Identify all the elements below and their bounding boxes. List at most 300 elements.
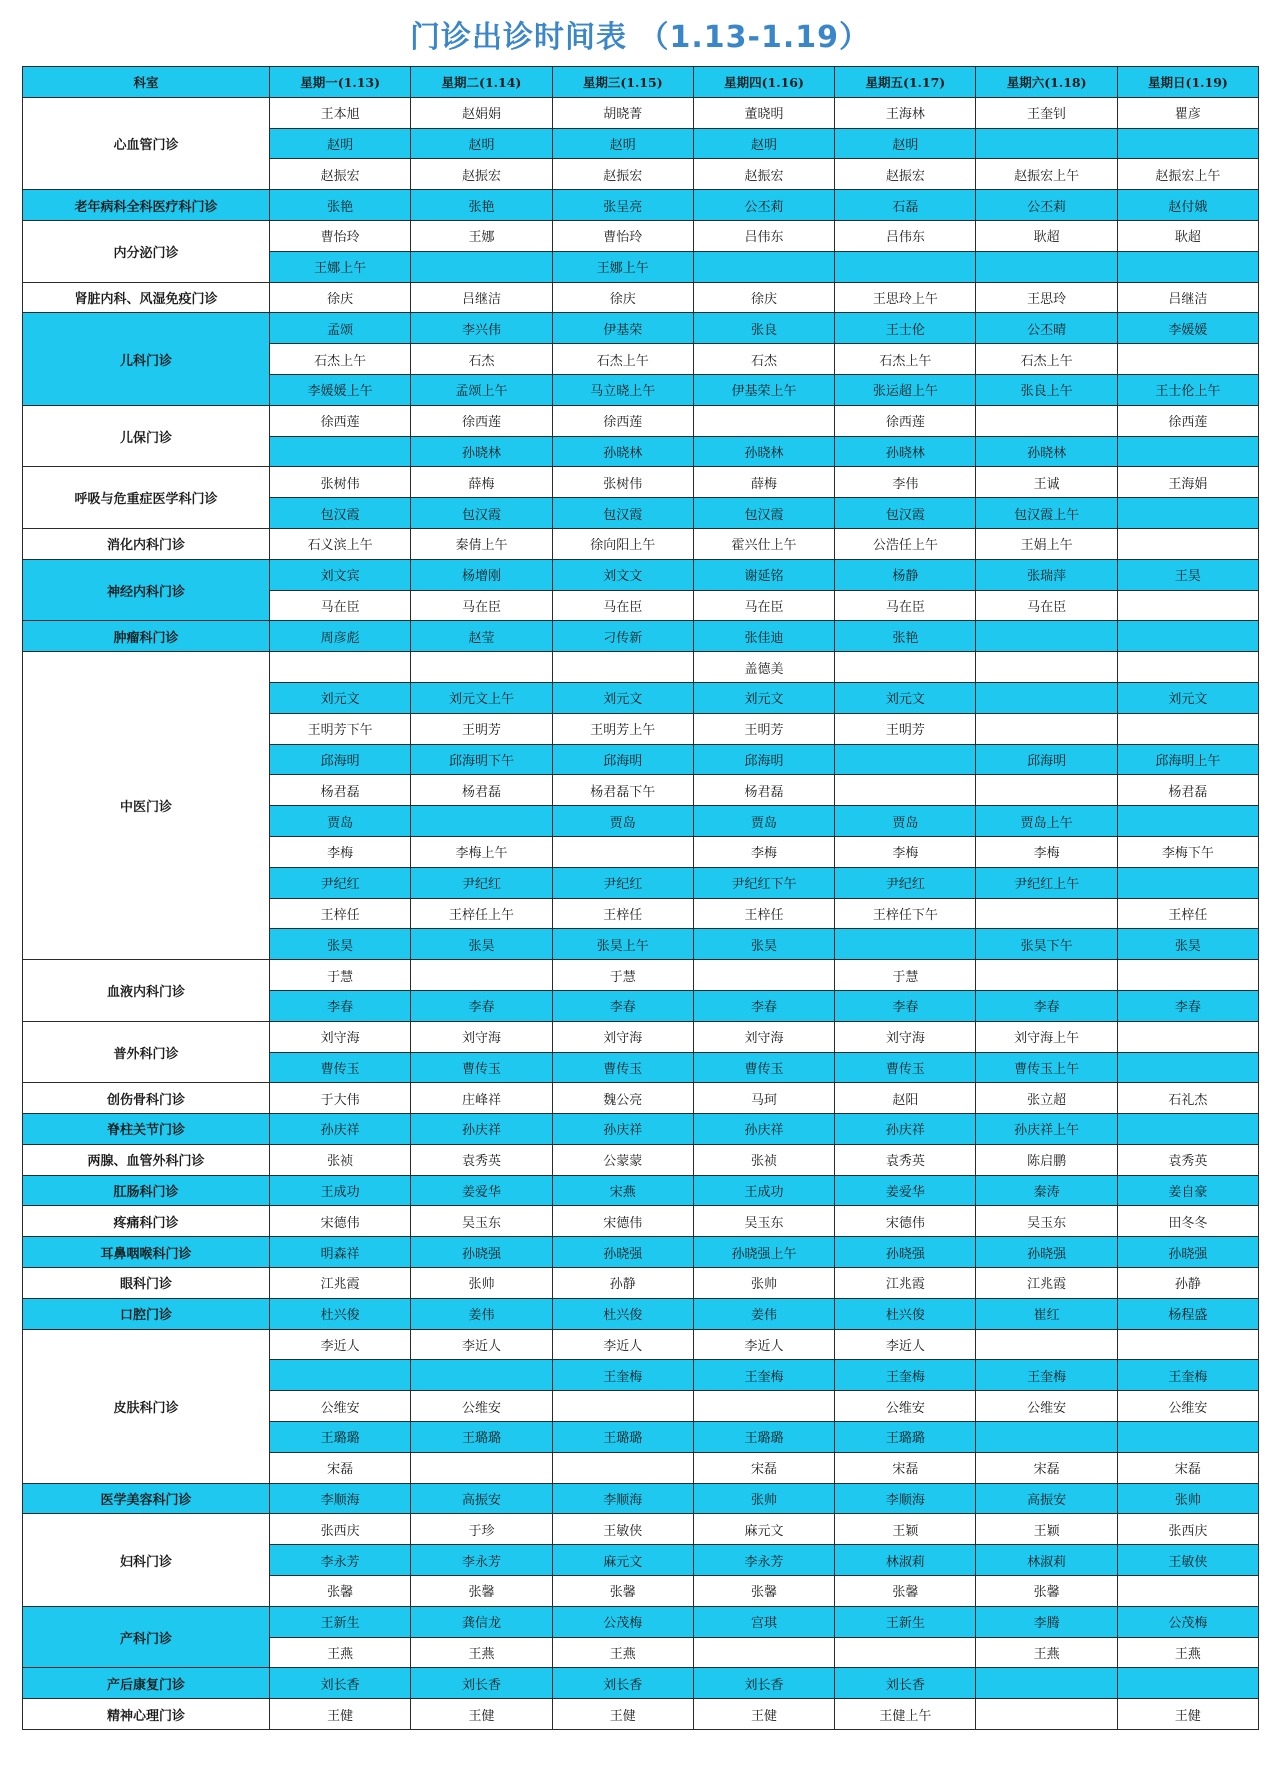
schedule-cell: 江兆霞 xyxy=(270,1268,411,1299)
schedule-cell xyxy=(552,836,693,867)
schedule-cell: 孙庆祥 xyxy=(411,1114,552,1145)
schedule-cell: 邱海明 xyxy=(976,744,1117,775)
schedule-cell: 邱海明 xyxy=(693,744,834,775)
schedule-cell: 赵振宏 xyxy=(693,159,834,190)
schedule-cell: 王梓任下午 xyxy=(835,898,976,929)
schedule-table xyxy=(22,66,1259,1730)
table-row xyxy=(23,1699,1259,1730)
schedule-cell: 张佳迪 xyxy=(693,621,834,652)
schedule-cell: 刘长香 xyxy=(552,1668,693,1699)
schedule-cell: 尹纪红 xyxy=(835,867,976,898)
schedule-cell: 王璐璐 xyxy=(270,1422,411,1453)
schedule-cell xyxy=(693,405,834,436)
schedule-cell xyxy=(976,1699,1117,1730)
schedule-cell: 麻元文 xyxy=(552,1545,693,1576)
schedule-cell: 王诚 xyxy=(976,467,1117,498)
department-name: 耳鼻咽喉科门诊 xyxy=(23,1237,270,1268)
schedule-cell: 宋磊 xyxy=(1117,1452,1258,1483)
schedule-cell: 明森祥 xyxy=(270,1237,411,1268)
schedule-cell xyxy=(1117,1576,1258,1607)
schedule-cell: 王娜 xyxy=(411,220,552,251)
schedule-cell: 公茂梅 xyxy=(552,1606,693,1637)
schedule-cell: 尹纪红 xyxy=(270,867,411,898)
header-cell-sat: 星期六(1.18) xyxy=(976,67,1117,98)
schedule-cell xyxy=(976,1668,1117,1699)
schedule-cell: 盖德美 xyxy=(693,652,834,683)
header-cell-mon: 星期一(1.13) xyxy=(270,67,411,98)
schedule-cell: 刘文宾 xyxy=(270,559,411,590)
schedule-cell: 李梅 xyxy=(693,836,834,867)
schedule-cell: 李梅 xyxy=(835,836,976,867)
schedule-cell: 崔红 xyxy=(976,1298,1117,1329)
schedule-cell: 吕继洁 xyxy=(1117,282,1258,313)
schedule-cell: 袁秀英 xyxy=(1117,1144,1258,1175)
schedule-cell: 孙晓林 xyxy=(693,436,834,467)
schedule-cell: 公丕莉 xyxy=(693,190,834,221)
schedule-cell: 龚信龙 xyxy=(411,1606,552,1637)
schedule-cell: 徐庆 xyxy=(693,282,834,313)
schedule-cell: 李春 xyxy=(1117,990,1258,1021)
schedule-cell: 王健 xyxy=(411,1699,552,1730)
schedule-cell xyxy=(1117,251,1258,282)
schedule-cell xyxy=(1117,1021,1258,1052)
schedule-cell: 刘文文 xyxy=(552,559,693,590)
schedule-cell: 王璐璐 xyxy=(835,1422,976,1453)
schedule-cell: 杨程盛 xyxy=(1117,1298,1258,1329)
schedule-cell: 公维安 xyxy=(976,1391,1117,1422)
table-row xyxy=(23,1237,1259,1268)
schedule-cell: 孟颂 xyxy=(270,313,411,344)
schedule-cell: 孙庆祥上午 xyxy=(976,1114,1117,1145)
schedule-cell: 秦倩上午 xyxy=(411,528,552,559)
schedule-cell: 赵振宏上午 xyxy=(1117,159,1258,190)
schedule-cell: 王梓任 xyxy=(270,898,411,929)
table-row xyxy=(23,1298,1259,1329)
schedule-cell: 张帅 xyxy=(693,1268,834,1299)
schedule-cell: 石礼杰 xyxy=(1117,1083,1258,1114)
department-name: 妇科门诊 xyxy=(23,1514,270,1606)
schedule-cell xyxy=(411,960,552,991)
schedule-cell: 张祯 xyxy=(270,1144,411,1175)
schedule-cell: 胡晓菁 xyxy=(552,97,693,128)
table-row xyxy=(23,1606,1259,1637)
schedule-cell: 张昊上午 xyxy=(552,929,693,960)
schedule-cell xyxy=(976,682,1117,713)
schedule-cell: 王奎梅 xyxy=(693,1360,834,1391)
schedule-cell: 李春 xyxy=(270,990,411,1021)
schedule-cell xyxy=(976,128,1117,159)
schedule-cell: 徐向阳上午 xyxy=(552,528,693,559)
schedule-cell: 孙庆祥 xyxy=(835,1114,976,1145)
schedule-cell xyxy=(1117,867,1258,898)
schedule-cell xyxy=(411,1452,552,1483)
schedule-cell: 马在臣 xyxy=(976,590,1117,621)
schedule-cell: 公维安 xyxy=(411,1391,552,1422)
schedule-cell: 张馨 xyxy=(270,1576,411,1607)
schedule-cell xyxy=(693,1637,834,1668)
schedule-cell: 曹怡玲 xyxy=(552,220,693,251)
schedule-cell: 宋磊 xyxy=(693,1452,834,1483)
schedule-cell: 孙晓林 xyxy=(976,436,1117,467)
schedule-cell: 包汉霞 xyxy=(411,498,552,529)
schedule-cell: 王敏侠 xyxy=(1117,1545,1258,1576)
schedule-cell: 孙静 xyxy=(552,1268,693,1299)
schedule-cell: 张艳 xyxy=(835,621,976,652)
schedule-cell: 宋磊 xyxy=(976,1452,1117,1483)
schedule-cell: 尹纪红 xyxy=(552,867,693,898)
schedule-cell xyxy=(1117,528,1258,559)
schedule-cell: 尹纪红 xyxy=(411,867,552,898)
schedule-cell xyxy=(411,652,552,683)
schedule-cell: 张呈亮 xyxy=(552,190,693,221)
schedule-cell: 王燕 xyxy=(976,1637,1117,1668)
department-name: 血液内科门诊 xyxy=(23,960,270,1022)
schedule-cell: 王璐璐 xyxy=(552,1422,693,1453)
schedule-cell: 孙静 xyxy=(1117,1268,1258,1299)
schedule-cell: 李媛媛上午 xyxy=(270,374,411,405)
schedule-cell: 吕继洁 xyxy=(411,282,552,313)
schedule-cell xyxy=(1117,621,1258,652)
schedule-cell: 王娟上午 xyxy=(976,528,1117,559)
schedule-cell: 高振安 xyxy=(411,1483,552,1514)
schedule-cell: 赵明 xyxy=(270,128,411,159)
schedule-cell xyxy=(1117,128,1258,159)
schedule-cell: 孙庆祥 xyxy=(693,1114,834,1145)
department-name: 消化内科门诊 xyxy=(23,528,270,559)
schedule-cell: 李永芳 xyxy=(411,1545,552,1576)
schedule-cell: 贾岛 xyxy=(270,806,411,837)
department-name: 眼科门诊 xyxy=(23,1268,270,1299)
department-name: 产科门诊 xyxy=(23,1606,270,1668)
table-row xyxy=(23,1083,1259,1114)
schedule-cell xyxy=(976,775,1117,806)
schedule-cell: 徐西莲 xyxy=(270,405,411,436)
schedule-cell: 石杰 xyxy=(693,344,834,375)
schedule-cell: 赵阳 xyxy=(835,1083,976,1114)
schedule-cell: 孙晓强 xyxy=(411,1237,552,1268)
schedule-cell: 石磊 xyxy=(835,190,976,221)
schedule-cell xyxy=(835,744,976,775)
schedule-cell: 马在臣 xyxy=(835,590,976,621)
schedule-cell: 石杰上午 xyxy=(552,344,693,375)
schedule-cell: 王璐璐 xyxy=(693,1422,834,1453)
schedule-body xyxy=(23,97,1259,1729)
schedule-cell: 耿超 xyxy=(976,220,1117,251)
schedule-cell xyxy=(976,1329,1117,1360)
schedule-cell: 李春 xyxy=(976,990,1117,1021)
schedule-cell: 孙晓林 xyxy=(835,436,976,467)
schedule-cell: 张树伟 xyxy=(270,467,411,498)
schedule-cell: 刘元文 xyxy=(693,682,834,713)
schedule-cell: 董晓明 xyxy=(693,97,834,128)
schedule-cell: 徐西莲 xyxy=(835,405,976,436)
schedule-cell: 宋德伟 xyxy=(552,1206,693,1237)
schedule-cell: 王思玲上午 xyxy=(835,282,976,313)
schedule-cell: 王明芳 xyxy=(835,713,976,744)
schedule-cell: 包汉霞上午 xyxy=(976,498,1117,529)
schedule-cell: 姜爱华 xyxy=(835,1175,976,1206)
schedule-cell xyxy=(270,436,411,467)
schedule-cell: 马在臣 xyxy=(411,590,552,621)
schedule-cell: 李近人 xyxy=(411,1329,552,1360)
schedule-cell: 伊基荣 xyxy=(552,313,693,344)
schedule-cell: 张馨 xyxy=(835,1576,976,1607)
schedule-cell: 马在臣 xyxy=(270,590,411,621)
schedule-cell xyxy=(1117,436,1258,467)
department-name: 老年病科全科医疗科门诊 xyxy=(23,190,270,221)
schedule-cell: 耿超 xyxy=(1117,220,1258,251)
schedule-cell: 张帅 xyxy=(1117,1483,1258,1514)
schedule-cell: 吴玉东 xyxy=(976,1206,1117,1237)
schedule-cell: 于慧 xyxy=(270,960,411,991)
schedule-cell: 马在臣 xyxy=(552,590,693,621)
table-row xyxy=(23,621,1259,652)
schedule-cell: 王士伦上午 xyxy=(1117,374,1258,405)
schedule-cell: 李顺海 xyxy=(270,1483,411,1514)
schedule-cell: 赵明 xyxy=(693,128,834,159)
schedule-cell: 马在臣 xyxy=(693,590,834,621)
schedule-cell: 孙晓强 xyxy=(976,1237,1117,1268)
schedule-cell xyxy=(835,775,976,806)
schedule-cell: 刘长香 xyxy=(411,1668,552,1699)
schedule-cell xyxy=(1117,806,1258,837)
schedule-cell xyxy=(976,1422,1117,1453)
table-row xyxy=(23,313,1259,344)
schedule-cell xyxy=(1117,652,1258,683)
schedule-cell: 张瑞萍 xyxy=(976,559,1117,590)
schedule-cell: 麻元文 xyxy=(693,1514,834,1545)
department-name: 肛肠科门诊 xyxy=(23,1175,270,1206)
schedule-cell: 徐西莲 xyxy=(552,405,693,436)
department-name: 皮肤科门诊 xyxy=(23,1329,270,1483)
schedule-cell: 张艳 xyxy=(270,190,411,221)
schedule-cell: 徐庆 xyxy=(552,282,693,313)
schedule-cell: 杨君磊下午 xyxy=(552,775,693,806)
schedule-cell xyxy=(552,652,693,683)
schedule-cell: 杨君磊 xyxy=(693,775,834,806)
schedule-cell: 李近人 xyxy=(693,1329,834,1360)
department-name: 疼痛科门诊 xyxy=(23,1206,270,1237)
schedule-cell: 徐西莲 xyxy=(1117,405,1258,436)
schedule-cell: 马珂 xyxy=(693,1083,834,1114)
schedule-cell xyxy=(411,1360,552,1391)
table-row xyxy=(23,190,1259,221)
schedule-cell: 赵娟娟 xyxy=(411,97,552,128)
schedule-cell: 赵莹 xyxy=(411,621,552,652)
schedule-cell: 张昊 xyxy=(693,929,834,960)
schedule-cell: 王明芳下午 xyxy=(270,713,411,744)
schedule-cell: 王健 xyxy=(693,1699,834,1730)
schedule-cell: 于慧 xyxy=(835,960,976,991)
schedule-cell: 曹传玉 xyxy=(552,1052,693,1083)
schedule-cell: 赵明 xyxy=(835,128,976,159)
schedule-cell: 李梅 xyxy=(270,836,411,867)
department-name: 中医门诊 xyxy=(23,652,270,960)
schedule-cell: 王士伦 xyxy=(835,313,976,344)
schedule-cell: 林淑莉 xyxy=(976,1545,1117,1576)
schedule-cell: 王奎钊 xyxy=(976,97,1117,128)
schedule-cell: 霍兴仕上午 xyxy=(693,528,834,559)
schedule-cell: 王成功 xyxy=(270,1175,411,1206)
schedule-cell: 李春 xyxy=(552,990,693,1021)
schedule-cell: 王梓任 xyxy=(552,898,693,929)
schedule-cell: 邱海明下午 xyxy=(411,744,552,775)
schedule-cell: 赵振宏 xyxy=(552,159,693,190)
schedule-cell: 刘长香 xyxy=(693,1668,834,1699)
schedule-cell xyxy=(552,1452,693,1483)
schedule-cell: 王奎梅 xyxy=(976,1360,1117,1391)
schedule-cell: 孙晓强 xyxy=(1117,1237,1258,1268)
schedule-cell: 吴玉东 xyxy=(411,1206,552,1237)
schedule-cell: 袁秀英 xyxy=(411,1144,552,1175)
schedule-cell: 李兴伟 xyxy=(411,313,552,344)
schedule-cell: 王明芳 xyxy=(693,713,834,744)
schedule-cell xyxy=(976,960,1117,991)
schedule-cell: 邱海明 xyxy=(270,744,411,775)
schedule-cell: 李梅上午 xyxy=(411,836,552,867)
schedule-cell xyxy=(1117,344,1258,375)
schedule-cell: 杜兴俊 xyxy=(552,1298,693,1329)
schedule-cell: 王璐璐 xyxy=(411,1422,552,1453)
schedule-cell: 贾岛 xyxy=(693,806,834,837)
schedule-cell: 江兆霞 xyxy=(835,1268,976,1299)
department-name: 神经内科门诊 xyxy=(23,559,270,621)
schedule-cell: 马立晓上午 xyxy=(552,374,693,405)
schedule-cell: 王娜上午 xyxy=(552,251,693,282)
schedule-cell: 刘长香 xyxy=(835,1668,976,1699)
schedule-cell: 王梓任 xyxy=(1117,898,1258,929)
schedule-cell: 邱海明 xyxy=(552,744,693,775)
table-row xyxy=(23,1268,1259,1299)
schedule-cell: 王健 xyxy=(552,1699,693,1730)
header-cell-wed: 星期三(1.15) xyxy=(552,67,693,98)
schedule-cell: 张馨 xyxy=(552,1576,693,1607)
schedule-cell xyxy=(1117,1114,1258,1145)
schedule-cell xyxy=(1117,1052,1258,1083)
schedule-cell: 刘守海 xyxy=(411,1021,552,1052)
schedule-cell: 李顺海 xyxy=(835,1483,976,1514)
schedule-cell: 李伟 xyxy=(835,467,976,498)
schedule-cell: 赵明 xyxy=(552,128,693,159)
schedule-cell: 孙晓强 xyxy=(835,1237,976,1268)
schedule-cell: 王新生 xyxy=(270,1606,411,1637)
schedule-cell: 曹传玉 xyxy=(835,1052,976,1083)
schedule-cell: 王明芳上午 xyxy=(552,713,693,744)
schedule-cell: 曹传玉上午 xyxy=(976,1052,1117,1083)
table-row xyxy=(23,220,1259,251)
table-row xyxy=(23,960,1259,991)
schedule-cell: 瞿彦 xyxy=(1117,97,1258,128)
schedule-cell: 张立超 xyxy=(976,1083,1117,1114)
table-row xyxy=(23,1175,1259,1206)
schedule-cell xyxy=(270,652,411,683)
schedule-cell xyxy=(976,713,1117,744)
schedule-cell: 孟颂上午 xyxy=(411,374,552,405)
table-row xyxy=(23,1483,1259,1514)
schedule-cell: 李腾 xyxy=(976,1606,1117,1637)
schedule-cell: 江兆霞 xyxy=(976,1268,1117,1299)
schedule-cell xyxy=(1117,713,1258,744)
table-row xyxy=(23,1021,1259,1052)
schedule-cell: 王新生 xyxy=(835,1606,976,1637)
schedule-cell: 李永芳 xyxy=(270,1545,411,1576)
department-name: 医学美容科门诊 xyxy=(23,1483,270,1514)
department-name: 普外科门诊 xyxy=(23,1021,270,1083)
schedule-cell: 李顺海 xyxy=(552,1483,693,1514)
schedule-cell: 张昊 xyxy=(1117,929,1258,960)
schedule-cell xyxy=(270,1360,411,1391)
schedule-cell: 张帅 xyxy=(693,1483,834,1514)
schedule-cell: 刘守海上午 xyxy=(976,1021,1117,1052)
schedule-cell: 魏公亮 xyxy=(552,1083,693,1114)
schedule-cell: 孙晓强上午 xyxy=(693,1237,834,1268)
schedule-cell: 姜自豪 xyxy=(1117,1175,1258,1206)
department-name: 脊柱关节门诊 xyxy=(23,1114,270,1145)
schedule-cell: 刘元文 xyxy=(270,682,411,713)
schedule-cell: 王燕 xyxy=(411,1637,552,1668)
schedule-cell: 石杰上午 xyxy=(835,344,976,375)
schedule-cell: 李春 xyxy=(693,990,834,1021)
schedule-cell: 曹传玉 xyxy=(693,1052,834,1083)
schedule-cell: 张帅 xyxy=(411,1268,552,1299)
schedule-cell: 薛梅 xyxy=(693,467,834,498)
table-row xyxy=(23,1514,1259,1545)
schedule-cell: 贾岛 xyxy=(835,806,976,837)
department-name: 肾脏内科、风湿免疫门诊 xyxy=(23,282,270,313)
schedule-cell: 包汉霞 xyxy=(552,498,693,529)
schedule-cell: 王明芳 xyxy=(411,713,552,744)
schedule-cell xyxy=(693,1391,834,1422)
schedule-cell: 包汉霞 xyxy=(693,498,834,529)
schedule-cell: 刘长香 xyxy=(270,1668,411,1699)
schedule-cell xyxy=(1117,1422,1258,1453)
schedule-cell: 田冬冬 xyxy=(1117,1206,1258,1237)
schedule-cell: 刘元文 xyxy=(1117,682,1258,713)
table-row xyxy=(23,1668,1259,1699)
schedule-cell: 赵振宏 xyxy=(835,159,976,190)
schedule-cell: 公浩任上午 xyxy=(835,528,976,559)
schedule-cell xyxy=(693,960,834,991)
header-cell-fri: 星期五(1.17) xyxy=(835,67,976,98)
schedule-cell: 李永芳 xyxy=(693,1545,834,1576)
schedule-cell: 张馨 xyxy=(976,1576,1117,1607)
department-name: 儿科门诊 xyxy=(23,313,270,405)
table-row xyxy=(23,1329,1259,1360)
table-row xyxy=(23,467,1259,498)
schedule-cell xyxy=(976,621,1117,652)
schedule-cell: 刘元文 xyxy=(552,682,693,713)
page-title: 门诊出诊时间表 （1.13-1.19） xyxy=(410,20,870,55)
schedule-cell: 陈启鹏 xyxy=(976,1144,1117,1175)
schedule-cell: 王本旭 xyxy=(270,97,411,128)
schedule-cell: 姜爱华 xyxy=(411,1175,552,1206)
schedule-cell xyxy=(1117,1668,1258,1699)
schedule-cell: 王成功 xyxy=(693,1175,834,1206)
schedule-cell: 张昊 xyxy=(411,929,552,960)
schedule-cell: 刘元文上午 xyxy=(411,682,552,713)
schedule-cell xyxy=(411,806,552,837)
department-name: 创伤骨科门诊 xyxy=(23,1083,270,1114)
schedule-cell: 宋燕 xyxy=(552,1175,693,1206)
table-row xyxy=(23,97,1259,128)
schedule-cell: 杨君磊 xyxy=(1117,775,1258,806)
schedule-cell: 王奎梅 xyxy=(835,1360,976,1391)
department-name: 内分泌门诊 xyxy=(23,220,270,282)
schedule-cell: 张馨 xyxy=(411,1576,552,1607)
schedule-cell: 孙晓强 xyxy=(552,1237,693,1268)
schedule-cell: 王颖 xyxy=(835,1514,976,1545)
schedule-cell: 王敏侠 xyxy=(552,1514,693,1545)
